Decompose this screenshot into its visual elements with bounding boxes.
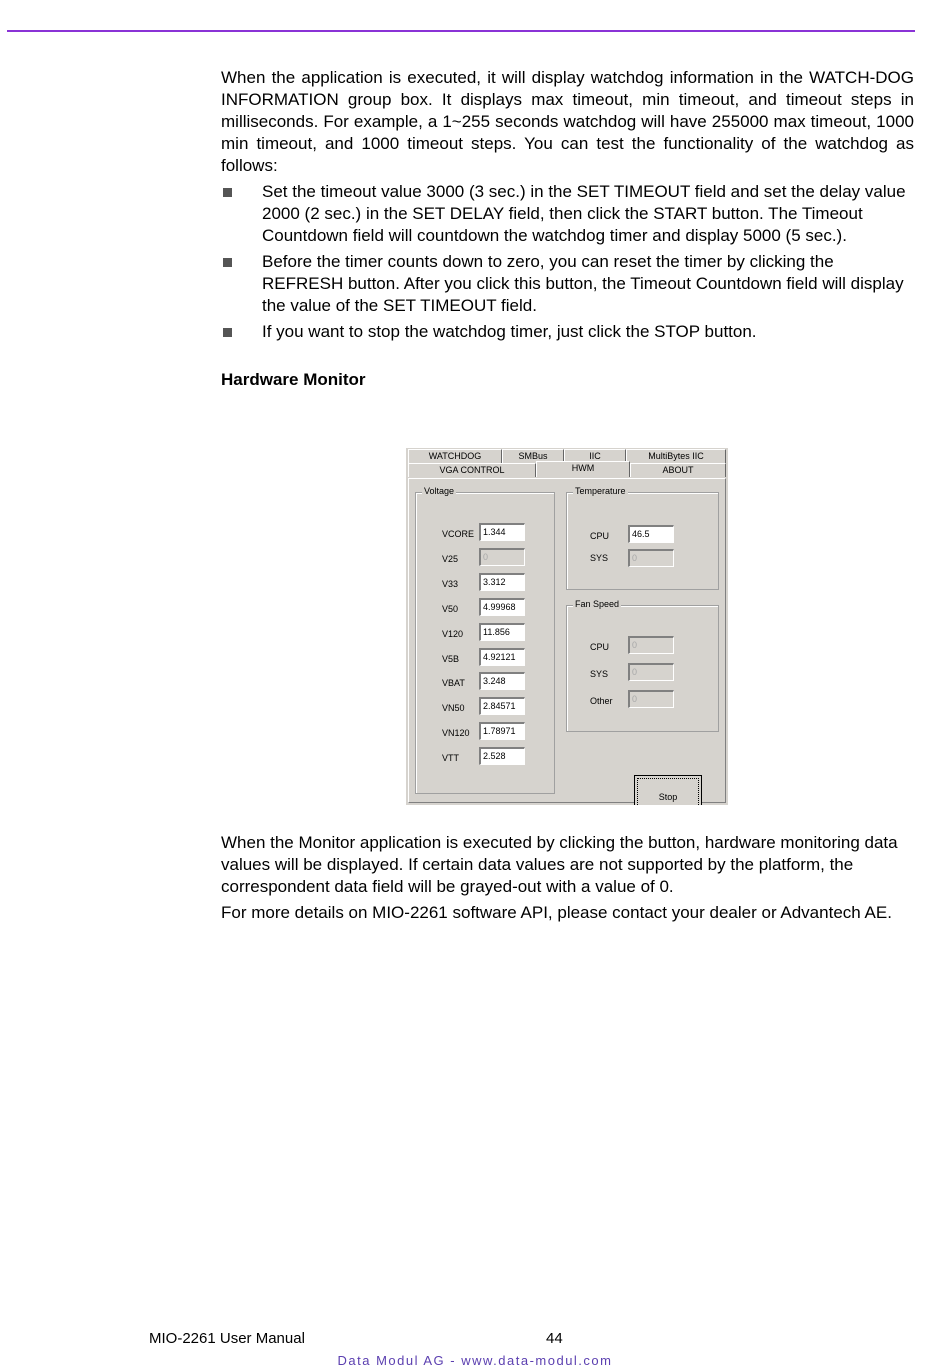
temperature-group — [566, 486, 719, 590]
v5b-field[interactable]: 4.92121 — [479, 648, 525, 666]
sys-temp-field: 0 — [628, 549, 674, 567]
voltage-label: V50 — [442, 604, 459, 614]
lower-text — [221, 832, 914, 928]
stop-button-label: Stop — [658, 791, 678, 802]
temperature-label: SYS — [590, 553, 609, 563]
fan-label: SYS — [590, 669, 609, 679]
v33-field[interactable]: 3.312 — [479, 573, 525, 591]
voltage-label: VN120 — [442, 728, 470, 738]
tab-vga-control[interactable]: VGA CONTROL — [408, 463, 536, 477]
fan-speed-group-title: Fan Speed — [575, 599, 620, 609]
v50-field[interactable]: 4.99968 — [479, 598, 525, 616]
hwm-dialog-screenshot — [406, 448, 728, 805]
footer-manual-title: MIO-2261 User Manual — [149, 1330, 305, 1347]
fan-speed-group — [566, 599, 719, 732]
voltage-label: V33 — [442, 579, 459, 589]
stop-button[interactable] — [634, 775, 702, 805]
list-item: If you want to stop the watchdog timer, just click the STOP button. — [221, 321, 914, 343]
temperature-group-title: Temperature — [575, 486, 626, 496]
cpu-temp-field[interactable]: 46.5 — [628, 525, 674, 543]
sys-fan-field: 0 — [628, 663, 674, 681]
list-item: Set the timeout value 3000 (3 sec.) in the SET TIMEOUT field and set the delay value 2000 (2 sec.) in the SET DELAY field, then click the START button. The Timeout Countdown field will countdown the watchdog timer and display 5000 (5 sec.). — [221, 181, 914, 247]
vn120-field[interactable]: 1.78971 — [479, 722, 525, 740]
vcore-field[interactable]: 1.344 — [479, 523, 525, 541]
section-title: Hardware Monitor — [221, 370, 366, 389]
tab-about[interactable]: ABOUT — [630, 463, 726, 477]
fan-label: Other — [590, 696, 613, 706]
monitor-paragraph: When the Monitor application is executed by clicking the button, hardware monitoring data values will be displayed. If certain data values are not supported by the platform, the correspondent data field will be grayed-out with a value of 0. — [221, 833, 898, 896]
voltage-label: V120 — [442, 629, 464, 639]
footer-page-number: 44 — [546, 1330, 563, 1347]
bullet-square-icon — [223, 258, 232, 267]
contact-paragraph: For more details on MIO-2261 software API, please contact your dealer or Advantech AE. — [221, 903, 892, 922]
v25-field: 0 — [479, 548, 525, 566]
vbat-field[interactable]: 3.248 — [479, 672, 525, 690]
hwm-panel — [408, 478, 726, 803]
tab-multibytes-iic[interactable]: MultiBytes IIC — [626, 449, 726, 463]
vn50-field[interactable]: 2.84571 — [479, 697, 525, 715]
list-item: Before the timer counts down to zero, you can reset the timer by clicking the REFRESH button. After you click this button, the Timeout Countdown field will display the value of the SET TIMEOUT field. — [221, 251, 914, 317]
footer-brand: Data Modul AG - www.data-modul.com — [337, 1353, 613, 1368]
tab-iic[interactable]: IIC — [564, 449, 626, 463]
voltage-group — [415, 486, 555, 794]
tab-smbus[interactable]: SMBus — [502, 449, 564, 463]
focus-rect — [637, 778, 699, 805]
voltage-label: VCORE — [442, 529, 475, 539]
fan-label: CPU — [590, 642, 610, 652]
bullet-square-icon — [223, 188, 232, 197]
voltage-label: VBAT — [442, 678, 465, 688]
voltage-label: V25 — [442, 554, 459, 564]
vtt-field[interactable]: 2.528 — [479, 747, 525, 765]
body-text — [221, 67, 914, 391]
voltage-label: VTT — [442, 753, 459, 763]
voltage-label: VN50 — [442, 703, 465, 713]
tab-watchdog[interactable]: WATCHDOG — [408, 449, 502, 463]
bullet-list — [221, 181, 914, 343]
header-rule — [7, 30, 915, 32]
tab-hwm[interactable]: HWM — [536, 461, 630, 477]
cpu-fan-field: 0 — [628, 636, 674, 654]
other-fan-field: 0 — [628, 690, 674, 708]
voltage-group-title: Voltage — [424, 486, 455, 496]
voltage-label: V5B — [442, 654, 460, 664]
v120-field[interactable]: 11.856 — [479, 623, 525, 641]
bullet-square-icon — [223, 328, 232, 337]
intro-paragraph: When the application is executed, it will display watchdog information in the WATCH-DOG INFORMATION group box. It displays max timeout, min timeout, and timeout steps in milliseconds. For example, a 1~255 seconds watchdog will have 255000 max timeout, 1000 min timeout, and 1000 timeout steps. You can test the functionality of the watchdog as follows: — [221, 68, 914, 175]
temperature-label: CPU — [590, 531, 610, 541]
